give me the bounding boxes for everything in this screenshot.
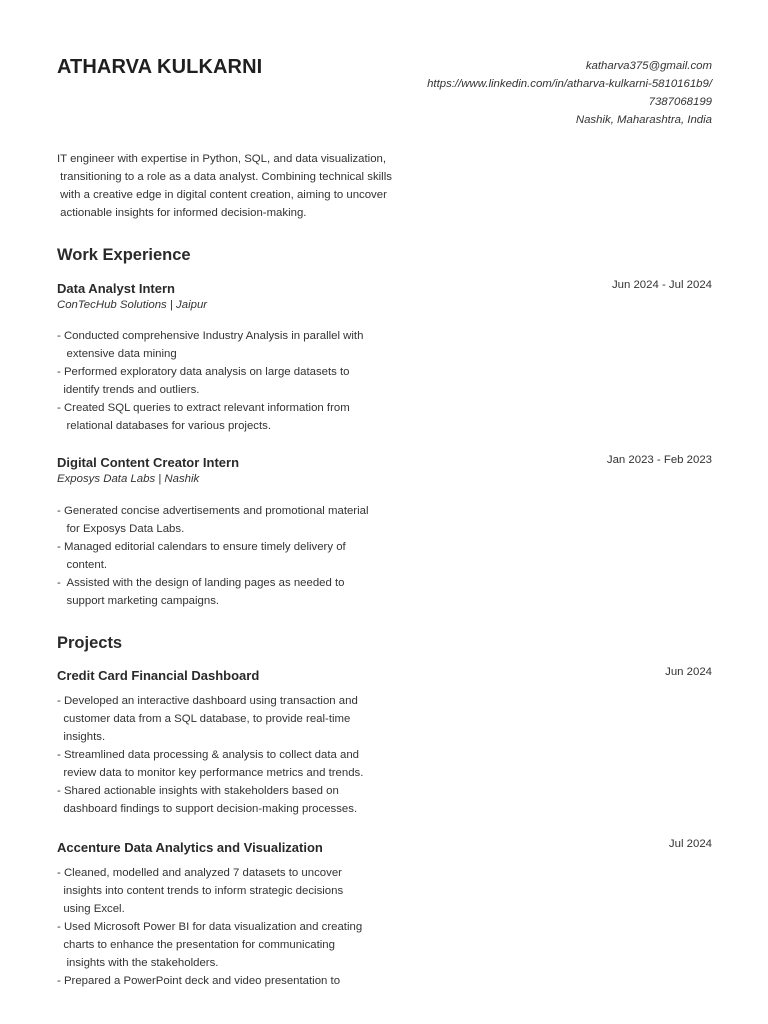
phone-number: 7387068199 <box>648 96 712 108</box>
section-title-work: Work Experience <box>57 246 191 264</box>
bullet-line: dashboard findings to support decision-making processes. <box>57 803 358 815</box>
bullet-line: - Used Microsoft Power BI for data visualization and creating <box>57 921 363 933</box>
bullet-line: charts to enhance the presentation for communicating <box>57 939 335 951</box>
job-title: Data Analyst Intern <box>57 281 175 296</box>
bullet-line: customer data from a SQL database, to provide real-time <box>57 713 351 725</box>
bullet-line: - Assisted with the design of landing pages as needed to <box>57 577 345 589</box>
project-date: Jun 2024 <box>665 666 712 678</box>
summary <box>57 150 407 222</box>
candidate-name: ATHARVA KULKARNI <box>57 56 263 78</box>
bullet-line: extensive data mining <box>57 348 177 360</box>
job-company: ConTecHub Solutions | Jaipur <box>57 299 208 311</box>
bullet-line: - Managed editorial calendars to ensure timely delivery of <box>57 541 346 553</box>
job-date: Jan 2023 - Feb 2023 <box>606 454 712 466</box>
bullet-line: review data to monitor key performance metrics and trends. <box>57 767 364 779</box>
summary-line: transitioning to a role as a data analyst. Combining technical skills <box>57 171 392 183</box>
bullet-line: - Shared actionable insights with stakeholders based on <box>57 785 339 797</box>
job-bullets <box>57 327 417 435</box>
linkedin-link[interactable]: https://www.linkedin.com/in/atharva-kulkarni-5810161b9/ <box>427 78 712 90</box>
location: Nashik, Maharashtra, India <box>575 114 712 126</box>
summary-line: with a creative edge in digital content creation, aiming to uncover <box>57 189 387 201</box>
project-bullets <box>57 864 417 990</box>
bullet-line: using Excel. <box>57 903 125 915</box>
bullet-line: insights with the stakeholders. <box>57 957 219 969</box>
bullet-line: content. <box>57 559 108 571</box>
bullet-line: - Prepared a PowerPoint deck and video presentation to <box>57 975 341 987</box>
bullet-line: - Developed an interactive dashboard using transaction and <box>57 695 358 707</box>
project-title: Accenture Data Analytics and Visualization <box>57 840 323 855</box>
bullet-line: insights into content trends to inform strategic decisions <box>57 885 344 897</box>
job-company: Exposys Data Labs | Nashik <box>57 473 200 485</box>
job-title: Digital Content Creator Intern <box>57 455 240 470</box>
bullet-line: support marketing campaigns. <box>57 595 220 607</box>
job-bullets <box>57 502 417 610</box>
bullet-line: - Streamlined data processing & analysis to collect data and <box>57 749 360 761</box>
bullet-line: identify trends and outliers. <box>57 384 200 396</box>
bullet-line: - Conducted comprehensive Industry Analysis in parallel with <box>57 330 364 342</box>
bullet-line: for Exposys Data Labs. <box>57 523 185 535</box>
email-link[interactable]: katharva375@gmail.com <box>585 60 712 72</box>
project-date: Jul 2024 <box>668 838 712 850</box>
bullet-line: relational databases for various projects. <box>57 420 272 432</box>
bullet-line: - Created SQL queries to extract relevant information from <box>57 402 350 414</box>
contact-block <box>427 57 712 129</box>
bullet-line: - Performed exploratory data analysis on large datasets to <box>57 366 350 378</box>
summary-line: actionable insights for informed decision-making. <box>57 207 307 219</box>
summary-line: IT engineer with expertise in Python, SQL, and data visualization, <box>57 153 387 165</box>
job-date: Jun 2024 - Jul 2024 <box>611 279 712 291</box>
section-title-projects: Projects <box>57 634 123 652</box>
project-bullets <box>57 692 417 818</box>
bullet-line: - Cleaned, modelled and analyzed 7 datasets to uncover <box>57 867 342 879</box>
project-title: Credit Card Financial Dashboard <box>57 668 260 683</box>
bullet-line: insights. <box>57 731 106 743</box>
bullet-line: - Generated concise advertisements and promotional material <box>57 505 369 517</box>
